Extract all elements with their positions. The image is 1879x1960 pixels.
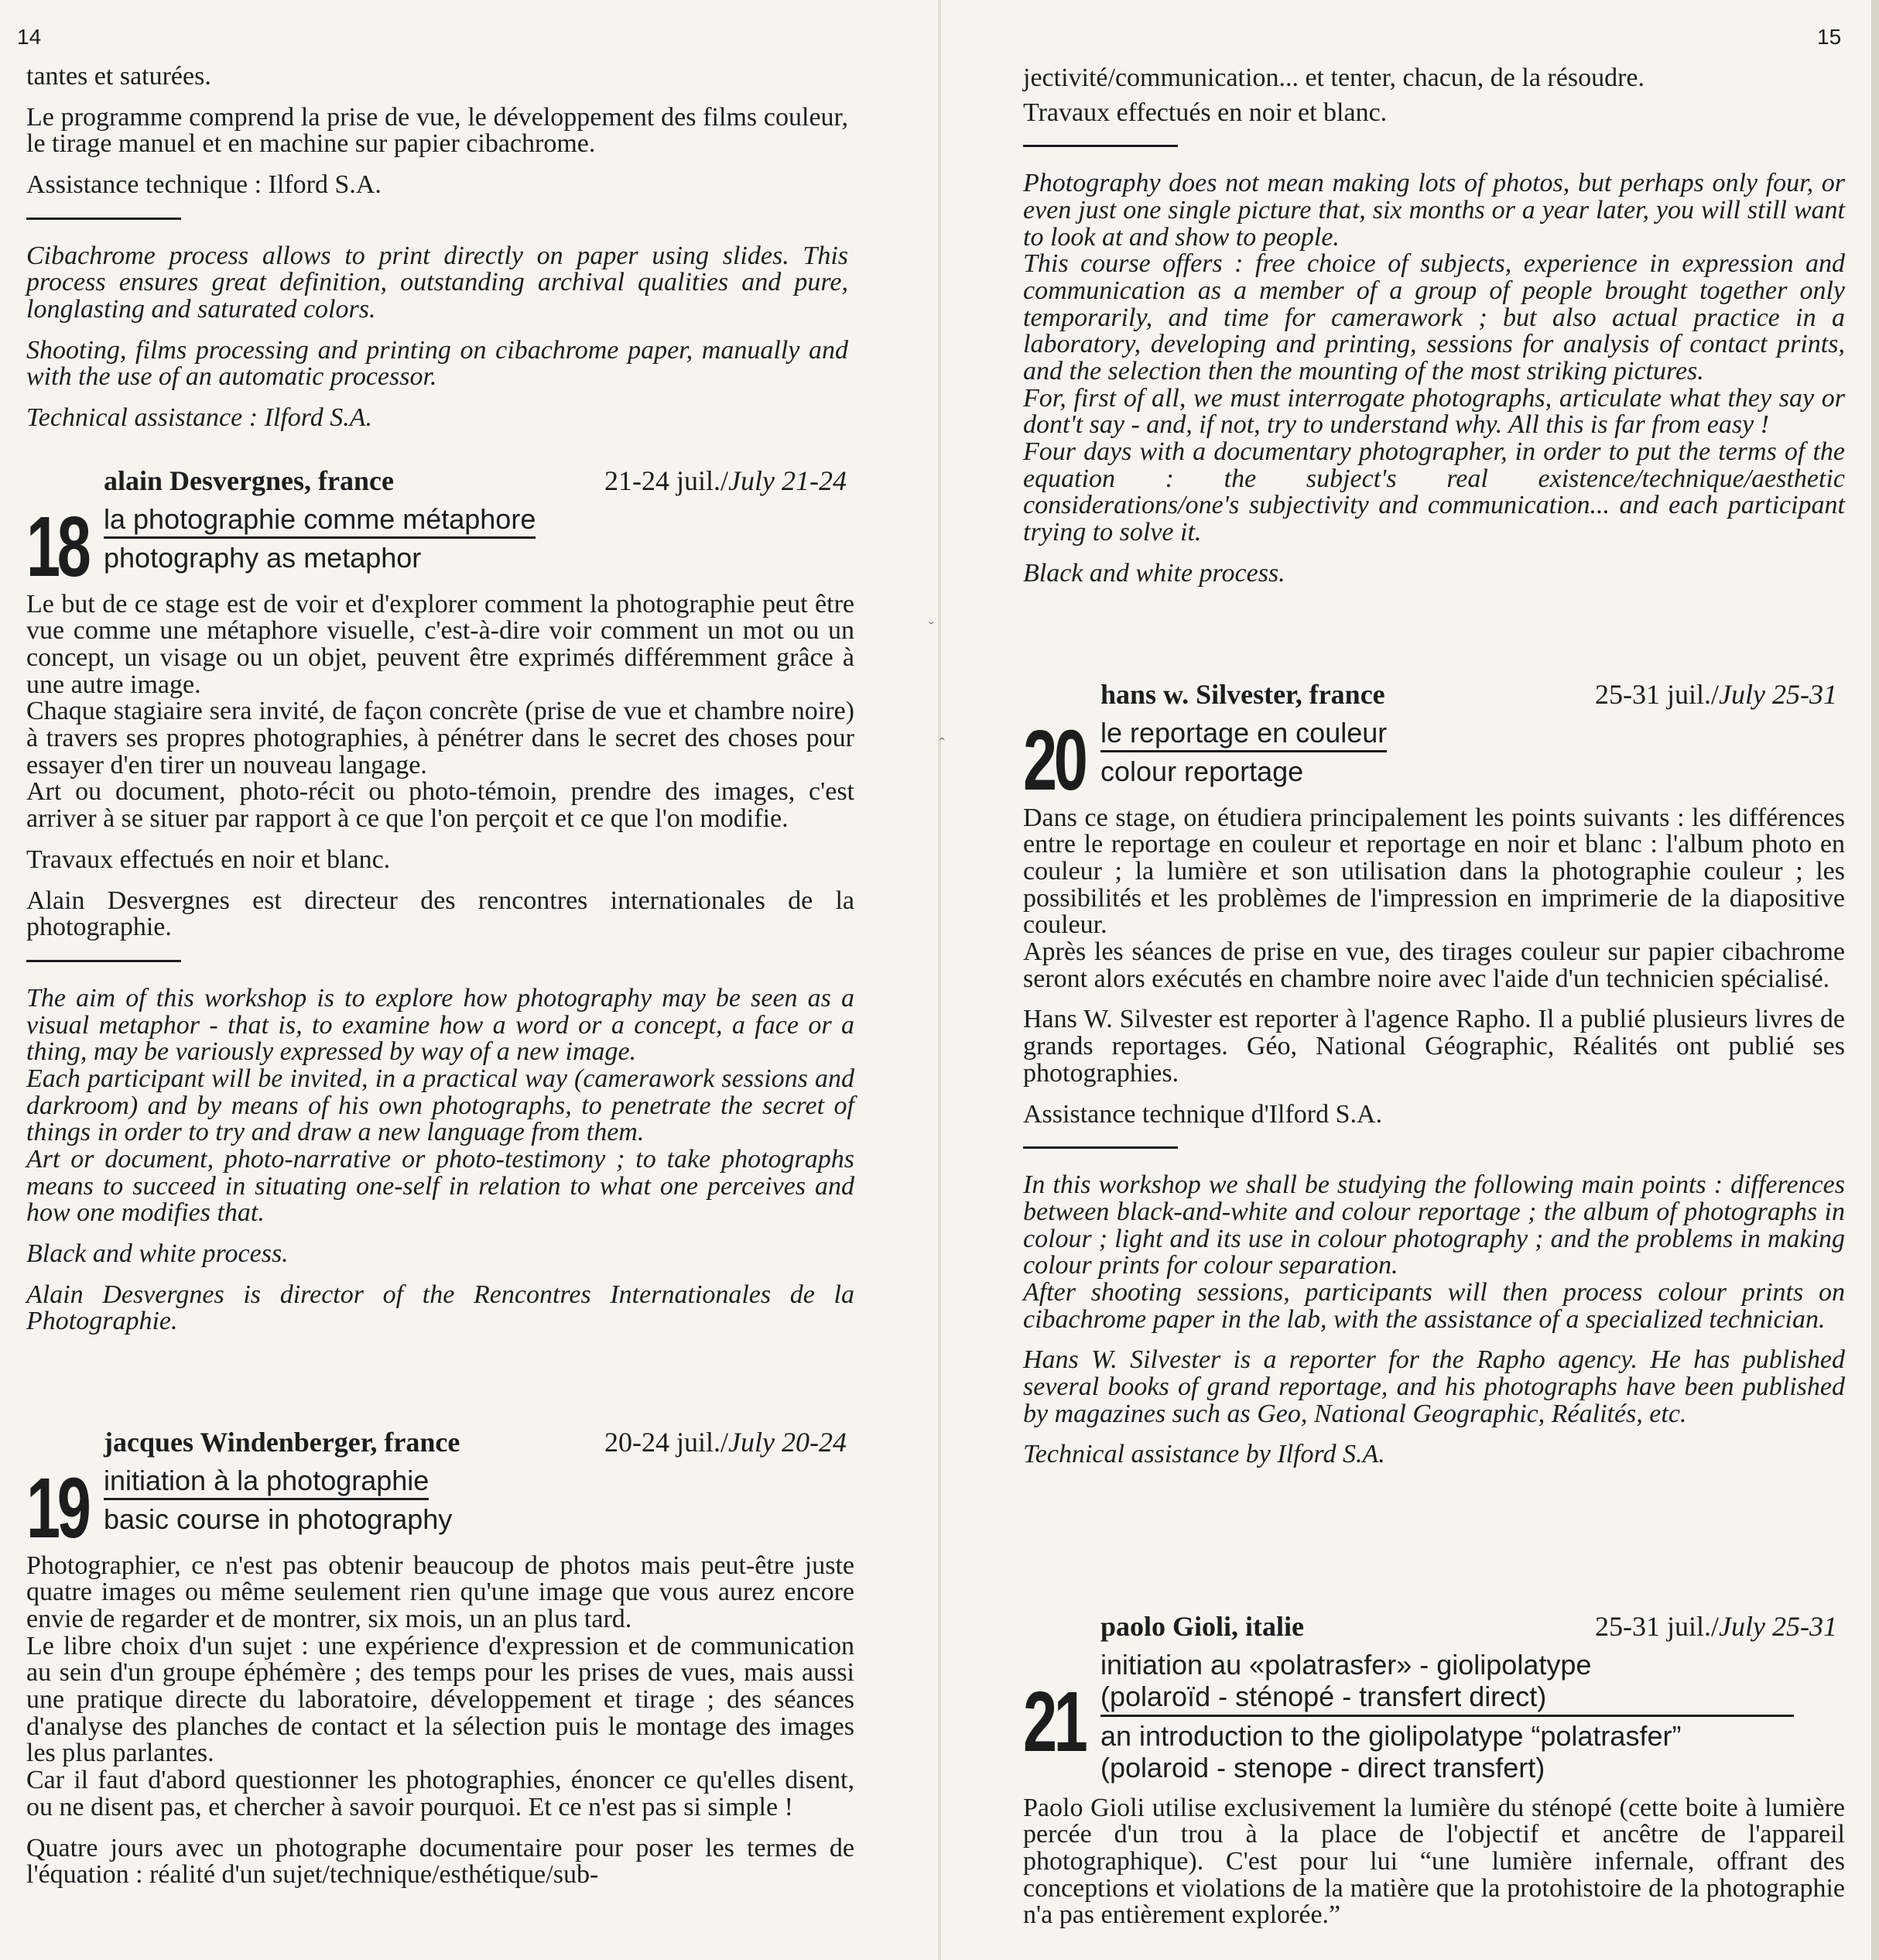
separator-rule [1023,145,1178,147]
workshop-title [1023,713,1845,808]
title-french: le reportage en couleur [1100,717,1387,752]
workshop-number: 18 [26,499,88,595]
workshop-20 [1023,678,1845,1482]
workshop-19 [26,1426,854,1889]
paragraph-english: Technical assistance : Ilford S.A. [26,403,372,433]
title-english: basic course in photography [104,1503,453,1536]
paragraph-english: After shooting sessions, participants will then process colour prints on cibachrome paper in the lab, with the assistance of a specialized technician. [1023,1277,1845,1334]
instructor-name: hans w. Silvester, france [1100,679,1385,710]
paragraph: Art ou document, photo-récit ou photo-témoin, prendre des images, c'est arriver à se situer par rapport à ce que l'on perçoit et ce que l'on modifie. [26,777,854,834]
workshop-header [26,1426,854,1465]
page-number-right: 15 [1817,25,1842,49]
instructor-name: paolo Gioli, italie [1100,1611,1305,1642]
separator-rule [26,960,181,962]
paragraph-english: For, first of all, we must interrogate photographs, articulate what they say or dont't say - and, if not, try to understand why. All this is far from easy ! [1023,383,1845,440]
paragraph: jectivité/communication... et tenter, chacun, de la résoudre. [1023,63,1645,92]
workshop-title [1023,1649,1845,1784]
title-french: initiation à la photographie [104,1465,429,1500]
paragraph: Après les séances de prise en vue, des tirages couleur sur papier cibachrome seront alors exécutés en chambre noire avec l'aide d'un technicien spécialisé. [1023,937,1845,993]
instructor-name: alain Desvergnes, france [104,465,394,496]
paragraph: Le programme comprend la prise de vue, le développement des films couleur, le tirage manuel et en machine sur papier cibachrome. [26,102,848,159]
paragraph-english: Shooting, films processing and printing on cibachrome paper, manually and with the use of an automatic processor. [26,335,848,392]
workshop-header [1023,1610,1845,1649]
paragraph: Photographier, ce n'est pas obtenir beaucoup de photos mais peut-être juste quatre images ou même seulement rien qu'une image que vous aurez encore envie de regarder et de montrer, six mois, un an plus tard. [26,1551,854,1634]
paragraph: Travaux effectués en noir et blanc. [26,845,391,874]
paragraph-english: Four days with a documentary photographer, in order to put the terms of the equation : the subject's real existence/technique/aesthetic considerations/one's subjectivity and communication... and each participant trying to solve it. [1023,437,1845,547]
workshop-number: 19 [26,1461,88,1556]
paragraph: Hans W. Silvester est reporter à l'agence Rapho. Il a publié plusieurs livres de grands reportages. Géo, National Géographic, Réalités ont publié ses photographies. [1023,1005,1845,1088]
paragraph: Quatre jours avec un photographe documentaire pour poser les termes de l'équation : réalité d'un sujet/technique/esthétique/sub- [26,1833,854,1890]
paragraph: Dans ce stage, on étudiera principalement les points suivants : les différences entre le reportage en couleur et reportage en noir et blanc : l'album photo en couleur ; la lumière et son utilisation dans la photographie couleur ; les possibilités et les problèmes de l'impression en imprimerie de la diapositive couleur. [1023,803,1845,940]
paragraph-english: Photography does not mean making lots of photos, but perhaps only four, or even just one single picture that, six months or a year later, you will still want to look at and show to people. [1023,169,1845,252]
paragraph-english: The aim of this workshop is to explore how photography may be seen as a visual metaphor - that is, to examine how a word or a concept, a face or a thing, may be variously expressed by way of a new image. [26,983,854,1067]
workshop-body [1023,1795,1845,1929]
paragraph: tantes et saturées. [26,62,211,91]
paragraph: Car il faut d'abord questionner les photographies, énoncer ce qu'elles disent, ou ne disent pas, et chercher à savoir pourquoi. Et ce n'est pas si simple ! [26,1766,854,1821]
paragraph: Chaque stagiaire sera invité, de façon concrète (prise de vue et chambre noire) à travers ses propres photographies, à pénétrer dans le secret des choses pour essayer d'en tirer un nouveau langage. [26,697,854,780]
title-english-line-1: an introduction to the giolipolatype “polatrasfer” [1100,1719,1682,1752]
title-english-line-2: (polaroid - stenope - direct transfert) [1100,1752,1545,1784]
workshop-title [26,1461,854,1556]
paragraph-english: Black and white process. [1023,558,1285,588]
print-mark: ˆ [940,735,945,752]
workshop-body [26,591,854,1335]
workshop-18 [26,464,854,1349]
separator-rule [26,218,181,220]
title-english: photography as metaphor [104,542,422,574]
workshop-header [26,464,854,503]
workshop-19-continuation [1023,65,1845,601]
workshop-number: 20 [1023,713,1085,808]
paragraph: Paolo Gioli utilise exclusivement la lumière du sténopé (cette boite à lumière percée d'un trou à la place de l'objectif et ancêtre de l'appareil photographique). C'est pour lui “une lumière infernale, offrant des conceptions et violations de la matière que la protohistoire de la photographie n'a pas entièrement explorée.” [1023,1793,1845,1930]
workshop-dates: 25-31 juil./July 25-31 [1595,679,1837,710]
title-french: la photographie comme métaphore [104,503,536,539]
paragraph: Assistance technique : Ilford S.A. [26,170,382,200]
workshop-header [1023,678,1845,717]
workshop-title [26,499,854,595]
print-mark: ˇ [929,619,934,636]
right-page [940,0,1879,1960]
paragraph-english: Black and white process. [26,1239,289,1268]
workshop-dates: 25-31 juil./July 25-31 [1595,1611,1837,1642]
page-number-left: 14 [17,25,42,49]
cibachrome-continuation [26,63,848,446]
paragraph: Le but de ce stage est de voir et d'explorer comment la photographie peut être vue comme une métaphore visuelle, c'est-à-dire voir comment un mot ou un concept, un visage ou un objet, peuvent être exprimés différemment grâce à une autre image. [26,589,854,699]
paragraph-english: This course offers : free choice of subjects, experience in expression and communication as a member of a group of people brought together only temporarily, and time for camerawork ; but also actual practice in a laboratory, developing and printing, sessions for analysis of contact prints, and the selection then the mounting of the most striking pictures. [1023,249,1845,386]
instructor-name: jacques Windenberger, france [104,1427,460,1458]
paragraph-english: Hans W. Silvester is a reporter for the Rapho agency. He has published several books of grand reportage, and his photographs have been published by magazines such as Geo, National Geographic, Réalités, etc. [1023,1345,1845,1428]
paragraph-english: Art or document, photo-narrative or photo-testimony ; to take photographs means to succeed in situating one-self in relation to what one perceives and how one modifies that. [26,1144,854,1228]
workshop-number: 21 [1023,1674,1085,1770]
paragraph-english: Technical assistance by Ilford S.A. [1023,1440,1385,1469]
paragraph: Alain Desvergnes est directeur des rencontres internationales de la photographie. [26,886,854,942]
workshop-body [1023,805,1845,1468]
paragraph: Travaux effectués en noir et blanc. [1023,98,1388,127]
paragraph-english: In this workshop we shall be studying the following main points : differences between black-and-white and colour reportage ; the album of photographs in colour ; light and its use in colour photography ; and the problems in making colour prints for colour separation. [1023,1170,1845,1280]
paragraph: Le libre choix d'un sujet : une expérience d'expression et de communication au sein d'un groupe éphémère ; des temps pour les prises de vues, mais aussi une pratique directe du laboratoire, développement et tirage ; des séances d'analyse des planches de contact et la sélection puis le montage des images les plus parlantes. [26,1631,854,1768]
paragraph-english: Cibachrome process allows to print directly on paper using slides. This process ensures great definition, outstanding archival qualities and pure, longlasting and saturated colors. [26,241,848,324]
workshop-dates: 20-24 juil./July 20-24 [604,1427,847,1458]
title-french-line-1: initiation au «polatrasfer» - giolipolatype [1100,1649,1592,1681]
workshop-21 [1023,1610,1845,1929]
workshop-dates: 21-24 juil./July 21-24 [604,465,847,496]
title-french-line-2: (polaroïd - sténopé - transfert direct) [1100,1681,1794,1716]
workshop-body [26,1553,854,1889]
title-english: colour reportage [1100,756,1304,788]
paragraph-english: Alain Desvergnes is director of the Rencontres Internationales de la Photographie. [26,1280,854,1336]
paragraph: Assistance technique d'Ilford S.A. [1023,1099,1383,1129]
paragraph-english: Each participant will be invited, in a practical way (camerawork sessions and darkroom) and by means of his own photographs, to penetrate the secret of things in order to try and draw a new language from them. [26,1064,854,1147]
separator-rule [1023,1146,1178,1149]
